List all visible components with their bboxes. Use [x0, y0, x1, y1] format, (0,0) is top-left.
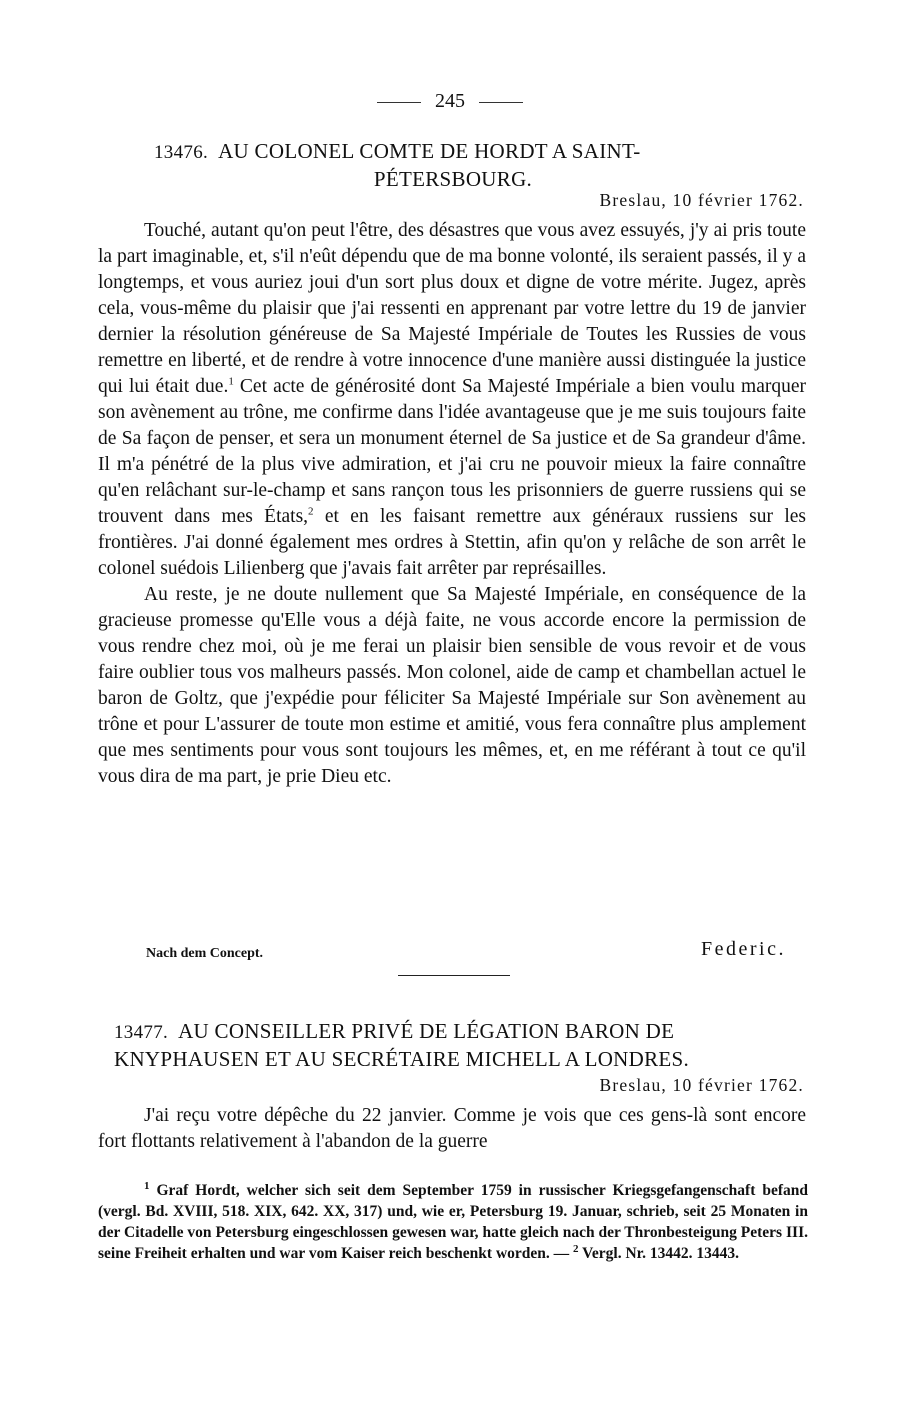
letter-13477-dateline: Breslau, 10 février 1762.: [599, 1075, 804, 1095]
letter-separator: [398, 975, 510, 976]
letter-title-line2: KNYPHAUSEN ET AU SECRÉTAIRE MICHELL A LONDRES.: [114, 1047, 690, 1071]
letter-13476-dateline: Breslau, 10 février 1762.: [599, 190, 804, 210]
letter-13476-body: [98, 218, 806, 790]
letter-13477-heading: [98, 1018, 808, 1072]
footnote-mark-2: 2: [573, 1242, 579, 1255]
letter-13477-body: [98, 1103, 806, 1155]
page-header: [0, 90, 900, 113]
signature: Federic.: [701, 938, 786, 960]
page-number: 245: [435, 90, 465, 112]
letter-13476-heading: [98, 138, 808, 192]
footnote-mark-1: 1: [144, 1179, 150, 1192]
header-rule-left: [377, 102, 421, 103]
letter-13477-paragraph-1: J'ai reçu votre dépêche du 22 janvier. Comme je vois que ces gens-là sont encore fort flottants relativement à l'abandon de la guerre: [98, 1105, 806, 1152]
source-note: Nach dem Concept.: [146, 946, 264, 961]
letter-number: 13476.: [154, 142, 209, 163]
letter-number: 13477.: [114, 1022, 169, 1043]
paragraph-text: Touché, autant qu'on peut l'être, des désastres que vous avez essuyés, j'y ai pris toute la part imaginable, et, s'il n'eût dépendu que de ma bonne volonté, ils seraient passés, il y a longtemps, et vous auriez joui d'un sort plus doux et digne de votre mérite. Jugez, après cela, vous-même du plaisir que j'ai ressenti en apprenant par votre lettre du 19 de janvier dernier la résolution généreuse de Sa Majesté Impériale de Toutes les Russies de vous remettre en liberté, et de rendre à votre innocence d'une manière aussi distinguée la justice qui lui était due.: [98, 220, 806, 397]
header-rule-right: [479, 102, 523, 103]
footnote-text-2: Vergl. Nr. 13442. 13443.: [578, 1245, 739, 1262]
footnotes: [98, 1180, 808, 1264]
paragraph-text: Cet acte de générosité dont Sa Majesté Impériale a bien voulu marquer son avènement au trône, me confirme dans l'idée avantageuse que je me suis toujours faite de Sa façon de penser, et sera un monument éternel de Sa justice et de Sa grandeur d'âme. Il m'a pénétré de la plus vive admiration, et j'ai cru ne pouvoir mieux la faire connaître qu'en relâchant sur-le-champ et sans rançon tous les prisonniers de guerre russiens qui se trouvent dans mes États,: [98, 376, 806, 527]
paragraph-text: et en les faisant remettre aux généraux russiens sur les frontières. J'ai donné également mes ordres à Stettin, afin qu'on y relâche de son arrêt le colonel suédois Lilienberg que j'avais fait arrêter par représailles.: [98, 506, 806, 579]
letter-title-line1: AU COLONEL COMTE DE HORDT A SAINT-: [218, 139, 641, 163]
letter-title-line1: AU CONSEILLER PRIVÉ DE LÉGATION BARON DE: [178, 1019, 675, 1043]
letter-title-line2: PÉTERSBOURG.: [373, 167, 533, 191]
footnote-1: [98, 1180, 808, 1264]
footnote-ref-2: 2: [308, 505, 314, 518]
footnote-text-1: Graf Hordt, welcher sich seit dem September 1759 in russischer Kriegsgefangenschaft befand (vergl. Bd. XVIII, 518. XIX, 642. XX, 317) und, wie er, Petersburg 19. Januar, schrieb, seit 25 Monaten in der Citadelle von Petersburg eingeschlossen gewesen war, hatte gleich nach der Thronbesteigung Peters III. seine Freiheit erhalten und war vom Kaiser reich beschenkt worden. —: [98, 1182, 808, 1262]
letter-13476-paragraph-1: [98, 218, 806, 582]
letter-13476-paragraph-2: Au reste, je ne doute nullement que Sa Majesté Impériale, en conséquence de la gracieuse promesse qu'Elle vous a déjà faite, ne vous accorde encore la permission de vous rendre chez moi, où je me ferai un plaisir bien sensible de vous revoir et de vous faire oublier tous vos malheurs passés. Mon colonel, aide de camp et chambellan actuel le baron de Goltz, que j'expédie pour féliciter Sa Majesté Impériale sur Son avènement au trône et pour L'assurer de toute mon estime et amitié, vous fera connaître plus amplement que mes sentiments pour vous sont toujours les mêmes, et, en me référant à tout ce qu'il vous dira de ma part, je prie Dieu etc.: [98, 584, 806, 787]
footnote-ref-1: 1: [228, 375, 234, 388]
